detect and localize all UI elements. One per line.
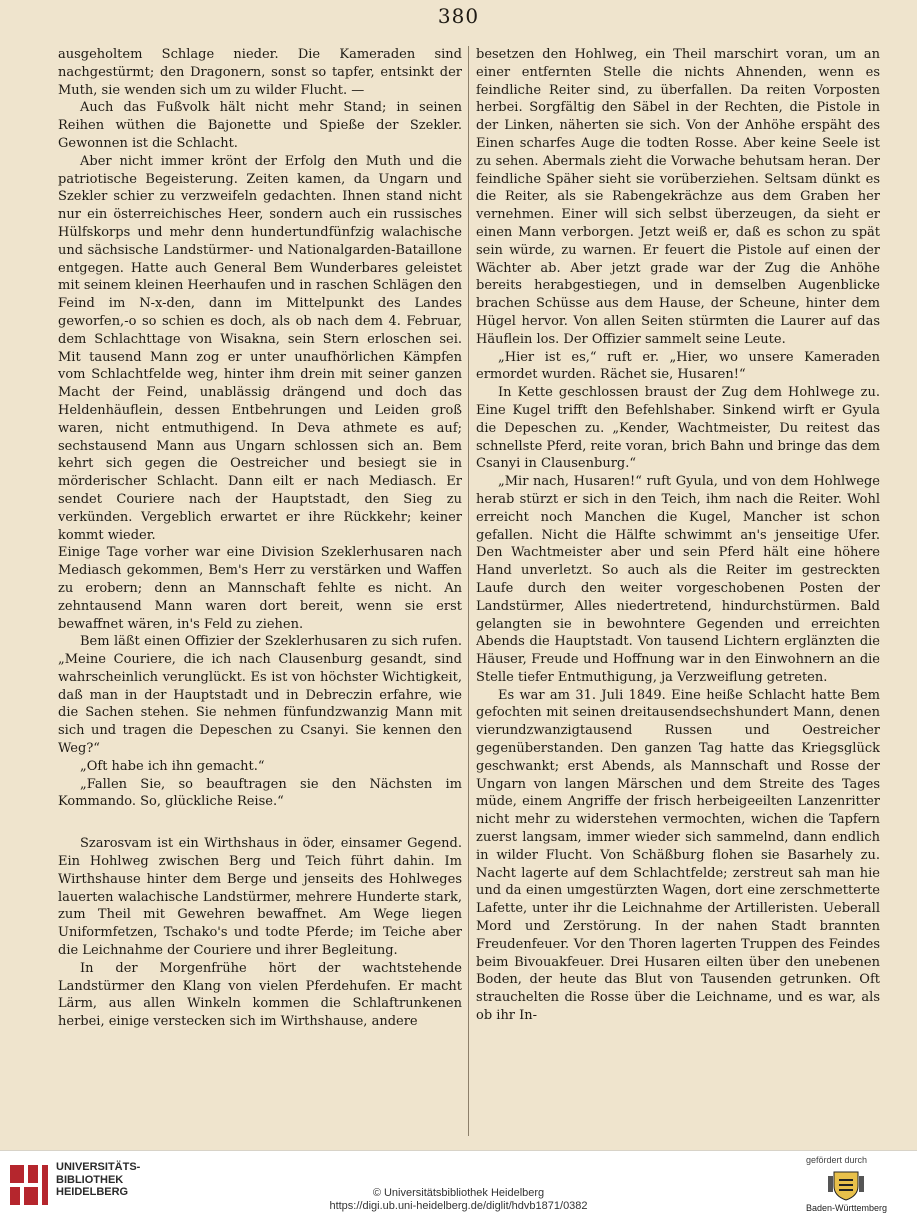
baden-wuerttemberg-crest-icon	[828, 1168, 864, 1202]
funding-label: gefördert durch	[806, 1155, 868, 1165]
section-break	[58, 811, 462, 835]
institution-line: BIBLIOTHEK	[56, 1173, 124, 1186]
column-divider	[468, 46, 469, 1136]
funding-body: Baden-Württemberg	[806, 1203, 888, 1213]
paragraph: ausgeholtem Schlage nieder. Die Kameraden sind nachgestürmt; den Dragonern, sonst so tapfer, entsinkt der Muth, sie wenden sich um zu wilder Flucht. —	[58, 47, 462, 98]
copyright-text: © Universitätsbibliothek Heidelberg	[372, 1187, 545, 1199]
left-column	[58, 46, 462, 1141]
paragraph: „Oft habe ich ihn gemacht.“	[80, 758, 265, 774]
paragraph: Szarosvam ist ein Wirthshaus in öder, einsamer Gegend. Ein Hohlweg zwischen Berg und Teich führt dahin. Im Wirthshause hinter dem Berge und jenseits des Hohlweges lauerten walachische Landstürmer, mehrere Hunderte stark, zum Theil mit Gewehren bewaffnet. Am Wege liegen Uniformfetzen, Tschako's und todte Pferde; im Teiche aber die Leichnahme der Couriere und ihrer Begleitung.	[58, 836, 462, 959]
page-number: 380	[437, 4, 480, 28]
paragraph: In der Morgenfrühe hört der wachtstehende Landstürmer den Klang von vielen Pferdehufen. Er macht Lärm, aus allen Winkeln kommen die Schlaftrunkenen herbei, einige verstecken sich im Wirthshause, andere	[58, 960, 462, 1030]
institution-line: HEIDELBERG	[56, 1186, 129, 1198]
paragraph: Auch das Fußvolk hält nicht mehr Stand; in seinen Reihen wüthen die Bajonette und Spieße der Szekler. Gewonnen ist die Schlacht.	[58, 100, 462, 151]
paragraph: Es war am 31. Juli 1849. Eine heiße Schlacht hatte Bem gefochten mit seinen dreitausendsechshundert Mann, denen vierundzwanzigtausend Russen und Oestreicher gegenüberstanden. Den ganzen Tag hatte das Kriegsglück geschwankt; erst Abends, als Mannschaft und Rosse der Ungarn von langen Märschen und dem Streite des Tages müde, einem Angriffe der frisch herbeigeeilten Lanzenritter nicht mehr zu widerstehen vermochten, wichen die Tapfern zuerst langsam, immer wieder sich sammelnd, dann endlich in wilder Flucht. Von Schäßburg flohen sie Basarhely zu. Nacht lagerte auf dem Schlachtfelde; zerstreut sah man hie und da einen umgestürzten Wagen, dort eine zerschmetterte Lafette, unter ihr die Leichnahme der Artilleristen. Ueberall Mord und Zerstörung. In der nahen Stadt brannten Freudenfeuer. Vor den Thoren lagerten Truppen des Feindes beim Bivouakfeuer. Drei Husaren eilten über den unebenen Boden, der heute das Blut von Tausenden getrunken. Oft strauchelten die Rosse über die Leichname, und es war, als ob ihr In-	[476, 687, 880, 1024]
institution-line: UNIVERSITÄTS-	[56, 1161, 141, 1173]
paragraph: besetzen den Hohlweg, ein Theil marschirt voran, um an einer entfernten Stelle die nichts Ahnenden, wenn es feindliche Reiter sind, zu überfallen. Da reiten Vorposten herbei. Sorgfältig den Säbel in der Rechten, die Pistole in der Linken, näherten sie sich. Von der Anhöhe erspäht des Einen scharfes Auge die todten Rosse. Aber keine Seele ist zu sehen. Abermals zieht die Vorwache behutsam heran. Der feindliche Späher sieht sie vorüberziehen. Seltsam dünkt es die Reiter, als sie Rabengekrächze aus dem Graben her vernehmen. Einer will sich selbst überzeugen, da sieht er einen Mann verborgen. Jetzt weiß er, daß es schon zu spät sein würde, zu warnen. Er feuert die Pistole auf einen der Wächter ab. Aber jetzt grade war der Zug die Anhöhe bereits herabgestiegen, und in demselben Augenblicke brachen Schüsse aus dem Hause, der Scheune, hinter dem Hügel hervor. Von allen Seiten stürmten die Laurer auf das Häuflein los. Der Offizier sammelt seine Leute.	[476, 47, 880, 347]
paragraph: Aber nicht immer krönt der Erfolg den Muth und die patriotische Begeisterung. Zeiten kamen, da Ungarn und Szekler schier zu verzweifeln gedachten. Ihnen stand nicht nur ein österreichisches Heer, sondern auch ein russisches Hülfskorps und mehr denn hundertundfünfzig walachische und sächsische Landstürmer- und Nationalgarden-Bataillone entgegen. Hatte auch General Bem Wunderbares geleistet mit seinem kleinen Heerhaufen und in raschen Schlägen den Feind im N-x-den, dann im Mittelpunkt des Landes geworfen,-o so schien es doch, als ob nach dem 4. Februar, dem Schlachttage von Wisakna, sein Stern erloschen sei. Mit tausend Mann zog er unter unaufhörlichen Kämpfen vom Schlachtfelde weg, hinter ihm drein mit seiner ganzen Macht der Feind, unablässig drängend und doch das Heldenhäuflein, dessen Entbehrungen und Leiden groß waren, nicht entmuthigend. In Deva athmete es auf; sechstausend Mann aus Ungarn schlossen sich an. Bem kehrt sich gegen die Oestreicher und besiegt sie in mörderischer Schlacht. Dann eilt er nach Mediasch. Er sendet Couriere nach der Hauptstadt, den Sieg zu verkünden. Vergeblich erwartet er ihre Rückkehr; keiner kommt wieder.	[58, 153, 462, 543]
source-url-link[interactable]: https://digi.ub.uni-heidelberg.de/diglit/hdvb1871/0382	[329, 1200, 588, 1212]
right-column	[476, 46, 880, 1141]
copyright-block	[0, 1187, 917, 1213]
paragraph: „Hier ist es,“ ruft er. „Hier, wo unsere Kameraden ermordet wurden. Rächet sie, Husaren!“	[476, 349, 880, 383]
footer-bar	[0, 1150, 917, 1218]
paragraph: Einige Tage vorher war eine Division Szeklerhusaren nach Mediasch gekommen, Bem's Herr zu verstärken und Waffen zu erobern; denn an Mannschaft fehlte es nicht. An zehntausend Mann waren dort bereit, wenn sie erst bewaffnet wären, in's Feld zu ziehen.	[58, 545, 462, 632]
paragraph: Bem läßt einen Offizier der Szeklerhusaren zu sich rufen. „Meine Couriere, die ich nach Clausenburg gesandt, sind wahrscheinlich verunglückt. Es ist von höchster Wichtigkeit, daß man in der Hauptstadt und in Debreczin erfahre, wie die Sachen stehen. Sie nehmen fünfundzwanzig Mann mit sich und tragen die Depeschen zu Csanyi. Sie kennen den Weg?“	[58, 634, 462, 757]
paragraph: In Kette geschlossen braust der Zug dem Hohlwege zu. Eine Kugel trifft den Befehlshaber. Sinkend wirft er Gyula die Depeschen zu. „Kender, Wachtmeister, Du reitest das schnellste Pferd, reite voran, brich Bahn und bringe das dem Csanyi in Clausenburg.“	[476, 385, 880, 472]
paragraph: „Fallen Sie, so beauftragen sie den Nächsten im Kommando. So, glückliche Reise.“	[58, 776, 462, 810]
paragraph: „Mir nach, Husaren!“ ruft Gyula, und von dem Hohlwege herab stürzt er sich in den Teich, ihm nach die Reiter. Wohl erreicht noch Manchen die Kugel, Mancher ist schon gefallen. Nicht die Hälfte schwimmt an's jenseitige Ufer. Den Wachtmeister aber und sein Pferd hält eine höhere Hand unverletzt. So auch als die Reiter im gestreckten Laufe durch den weiter vorgeschobenen Posten der Landstürmer, Alles niedertretend, hindurchstürmen. Bald gelangten sie in bewohntere Gegenden und erreichten Abends die Hauptstadt. Von tausend Lichtern erglänzten die Häuser, Freude und Hoffnung war in den Einwohnern an die Stelle tiefer Entmuthigung, ja Verzweiflung getreten.	[476, 474, 880, 685]
